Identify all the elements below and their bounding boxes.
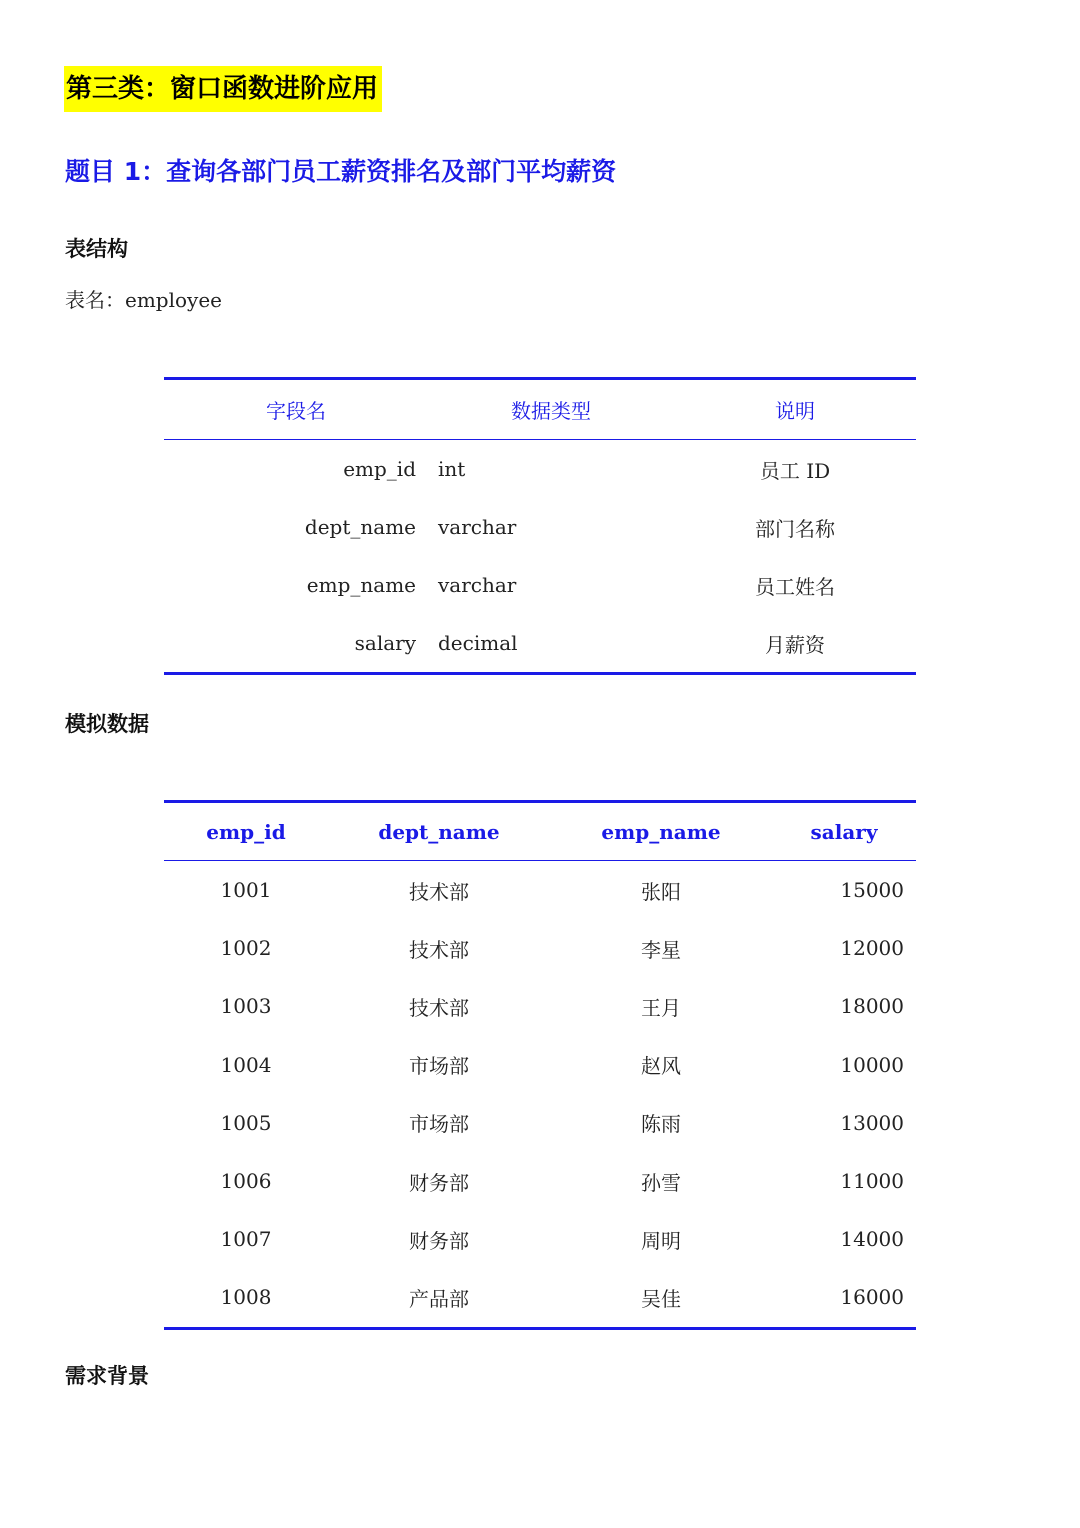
table-row bbox=[164, 498, 916, 556]
data-cell-salary: 15000 bbox=[840, 878, 904, 903]
data-cell-emp-name: 吴佳 bbox=[641, 1286, 681, 1311]
data-cell-salary: 14000 bbox=[840, 1227, 904, 1252]
data-cell-dept-name: 技术部 bbox=[409, 879, 469, 904]
schema-table-header-row bbox=[164, 379, 916, 440]
schema-cell-desc: 部门名称 bbox=[755, 516, 835, 541]
data-cell-salary: 10000 bbox=[840, 1052, 904, 1077]
schema-header-data-type: 数据类型 bbox=[511, 399, 591, 423]
schema-header-field-name: 字段名 bbox=[266, 399, 326, 423]
schema-cell-desc: 月薪资 bbox=[765, 632, 825, 657]
data-cell-emp-name: 王月 bbox=[641, 995, 681, 1020]
data-header-dept-name: dept_name bbox=[378, 819, 500, 844]
schema-cell-field: emp_id bbox=[343, 457, 416, 481]
data-cell-emp-id: 1004 bbox=[220, 1052, 272, 1077]
data-cell-emp-id: 1005 bbox=[220, 1110, 272, 1135]
data-cell-salary: 13000 bbox=[840, 1110, 904, 1135]
data-cell-salary: 18000 bbox=[840, 994, 904, 1019]
table-name-line: 表名：employee bbox=[65, 288, 223, 312]
schema-cell-field: dept_name bbox=[304, 515, 416, 539]
data-cell-dept-name: 产品部 bbox=[409, 1286, 469, 1311]
schema-cell-desc: 员工 ID bbox=[759, 458, 831, 483]
table-row bbox=[164, 614, 916, 674]
data-cell-emp-id: 1008 bbox=[220, 1285, 272, 1310]
data-cell-dept-name: 技术部 bbox=[409, 995, 469, 1020]
data-cell-salary: 11000 bbox=[840, 1169, 904, 1194]
table-row bbox=[164, 1152, 916, 1210]
table-row bbox=[164, 440, 916, 499]
table-row bbox=[164, 1094, 916, 1152]
data-cell-emp-id: 1003 bbox=[220, 994, 272, 1019]
data-cell-dept-name: 市场部 bbox=[409, 1112, 469, 1137]
data-header-salary: salary bbox=[810, 819, 878, 844]
schema-header-description: 说明 bbox=[775, 399, 815, 423]
data-cell-salary: 16000 bbox=[840, 1285, 904, 1310]
mock-data-heading: 模拟数据 bbox=[65, 712, 149, 736]
schema-cell-type: varchar bbox=[438, 515, 517, 539]
data-cell-emp-name: 孙雪 bbox=[641, 1170, 681, 1195]
table-row bbox=[164, 1210, 916, 1268]
data-cell-emp-id: 1002 bbox=[220, 936, 272, 961]
schema-cell-desc: 员工姓名 bbox=[755, 574, 835, 599]
table-row bbox=[164, 861, 916, 920]
table-row bbox=[164, 556, 916, 614]
schema-table bbox=[164, 377, 916, 675]
data-header-emp-id: emp_id bbox=[206, 819, 286, 844]
schema-cell-type: decimal bbox=[438, 631, 518, 655]
data-cell-emp-name: 李星 bbox=[641, 937, 681, 962]
schema-cell-field: salary bbox=[354, 631, 416, 655]
table-row bbox=[164, 977, 916, 1035]
data-cell-dept-name: 财务部 bbox=[409, 1228, 469, 1253]
schema-heading: 表结构 bbox=[65, 237, 128, 261]
mock-data-table bbox=[164, 800, 916, 1330]
data-cell-dept-name: 财务部 bbox=[409, 1170, 469, 1195]
data-cell-emp-name: 赵风 bbox=[641, 1054, 681, 1079]
schema-cell-field: emp_name bbox=[306, 573, 416, 597]
table-row bbox=[164, 1036, 916, 1094]
schema-cell-type: varchar bbox=[438, 573, 517, 597]
schema-cell-type: int bbox=[438, 457, 466, 481]
data-cell-dept-name: 市场部 bbox=[409, 1054, 469, 1079]
data-cell-dept-name: 技术部 bbox=[409, 937, 469, 962]
background-heading: 需求背景 bbox=[65, 1364, 149, 1388]
table-row bbox=[164, 919, 916, 977]
data-header-emp-name: emp_name bbox=[601, 819, 721, 844]
data-cell-salary: 12000 bbox=[840, 936, 904, 961]
data-cell-emp-id: 1006 bbox=[220, 1169, 272, 1194]
data-table-header-row bbox=[164, 802, 916, 861]
data-cell-emp-name: 陈雨 bbox=[641, 1112, 681, 1137]
table-row bbox=[164, 1268, 916, 1328]
question-title: 题目 1：查询各部门员工薪资排名及部门平均薪资 bbox=[65, 157, 617, 186]
data-cell-emp-id: 1001 bbox=[220, 878, 272, 903]
section-title: 第三类：窗口函数进阶应用 bbox=[64, 66, 382, 112]
data-cell-emp-name: 张阳 bbox=[641, 879, 681, 904]
data-cell-emp-name: 周明 bbox=[641, 1228, 681, 1253]
data-cell-emp-id: 1007 bbox=[220, 1227, 272, 1252]
